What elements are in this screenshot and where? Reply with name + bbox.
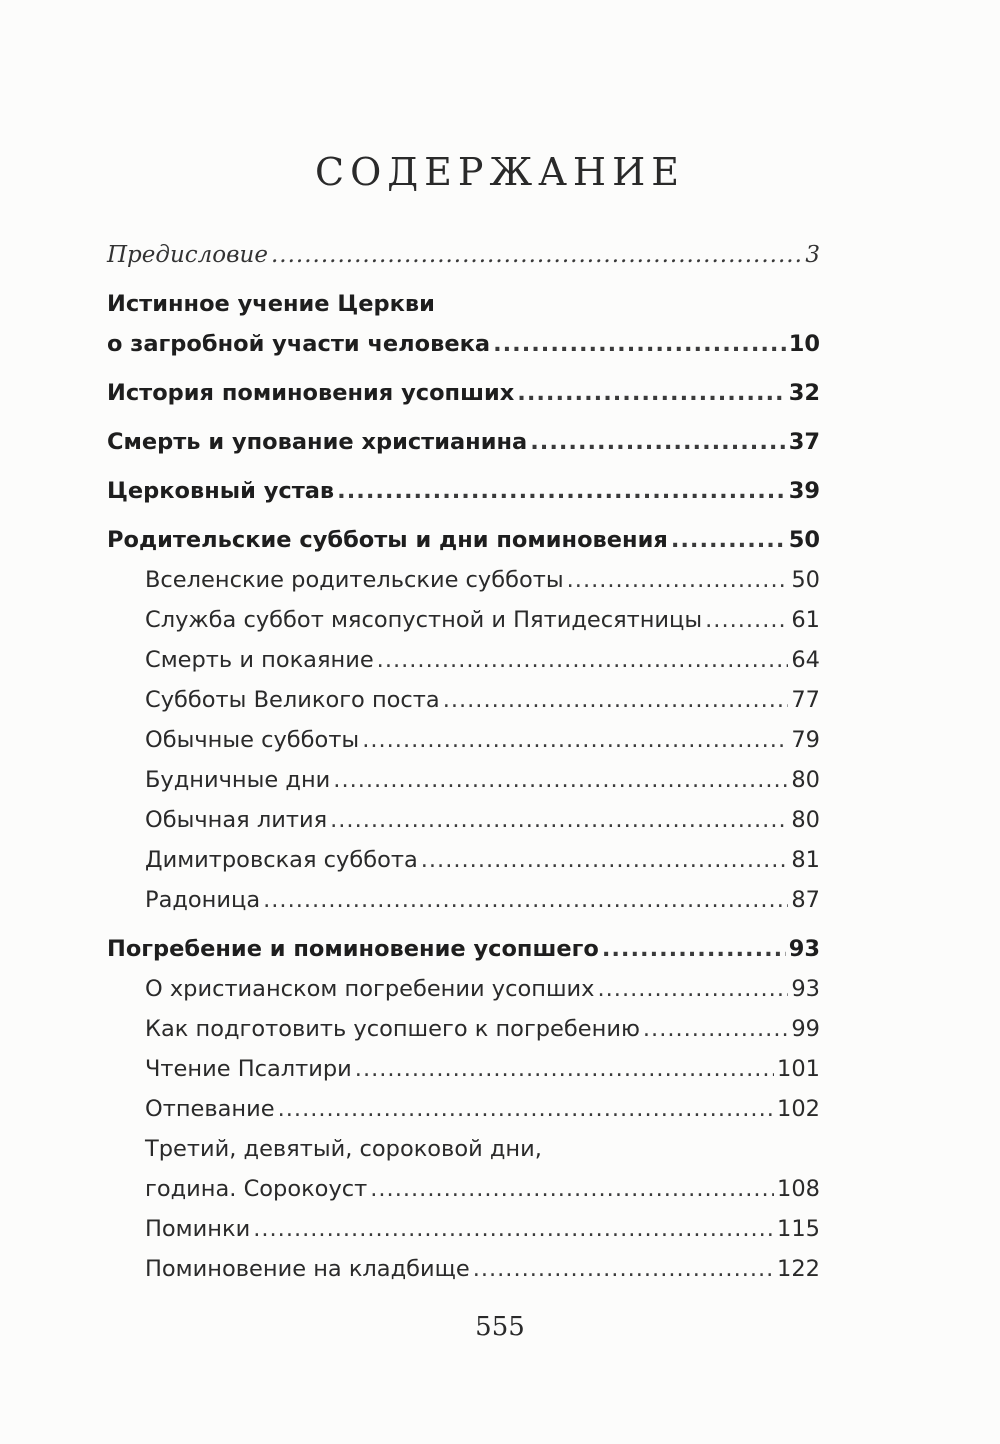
toc-entry-label: Димитровская суббота <box>145 847 418 873</box>
dot-leader <box>705 600 788 640</box>
toc-entry-third-ninth <box>107 1169 820 1209</box>
toc-entry-page: 99 <box>791 1016 820 1042</box>
toc-entry-label: Служба суббот мясопустной и Пятидесятницы <box>145 607 703 633</box>
toc-entry-page: 3 <box>805 242 820 268</box>
dot-leader <box>278 1089 774 1129</box>
toc-entry-page: 102 <box>777 1096 820 1122</box>
toc-entry-prepare <box>107 1009 820 1049</box>
dot-leader <box>671 520 786 560</box>
toc-entry-page: 50 <box>788 527 820 553</box>
toc-entry-christian-burial <box>107 969 820 1009</box>
toc-entry-page: 61 <box>791 607 820 633</box>
toc-entry-page: 79 <box>791 727 820 753</box>
toc-entry-page: 115 <box>777 1216 820 1242</box>
dot-leader <box>602 929 786 969</box>
toc-entry-label: Погребение и поминовение усопшего <box>107 936 599 962</box>
toc-entry-label: Родительские субботы и дни поминовения <box>107 527 668 553</box>
toc-entry-label: Смерть и упование христианина <box>107 429 528 455</box>
toc-entry-label: История поминовения усопших <box>107 380 515 406</box>
table-of-contents <box>107 235 820 1289</box>
toc-entry-page: 108 <box>777 1176 820 1202</box>
toc-entry-service-saturdays <box>107 600 820 640</box>
toc-entry-label: Вселенские родительские субботы <box>145 567 564 593</box>
toc-entry-label: година. Сорокоуст <box>145 1176 368 1202</box>
toc-entry-ordinary-saturdays <box>107 720 820 760</box>
dot-leader <box>370 1169 774 1209</box>
toc-entry-page: 80 <box>791 767 820 793</box>
toc-entry-page: 77 <box>791 687 820 713</box>
dot-leader <box>530 422 785 462</box>
toc-entry-label: Радоница <box>145 887 261 913</box>
toc-entry-history <box>107 373 820 413</box>
toc-entry-page: 50 <box>791 567 820 593</box>
toc-entry-label: Смерть и покаяние <box>145 647 374 673</box>
toc-entry-label: Поминовение на кладбище <box>145 1256 470 1282</box>
toc-entry-page: 32 <box>788 380 820 406</box>
dot-leader <box>263 880 788 920</box>
dot-leader <box>517 373 785 413</box>
toc-entry-radonitsa <box>107 880 820 920</box>
dot-leader <box>643 1009 788 1049</box>
toc-entry-page: 93 <box>788 936 820 962</box>
toc-entry-page: 93 <box>791 976 820 1002</box>
toc-entry-page: 122 <box>777 1256 820 1282</box>
toc-entry-burial <box>107 929 820 969</box>
page-title: СОДЕРЖАНИЕ <box>315 150 685 194</box>
dot-leader <box>493 324 786 364</box>
toc-entry-page: 80 <box>791 807 820 833</box>
toc-entry-lent-saturdays <box>107 680 820 720</box>
dot-leader <box>337 471 786 511</box>
toc-entry-ecumenical <box>107 560 820 600</box>
toc-entry-label: Как подготовить усопшего к погребению <box>145 1016 640 1042</box>
toc-entry-preface <box>107 235 820 275</box>
toc-entry-true-teaching-line1: Истинное учение Церкви <box>107 291 435 317</box>
toc-entry-page: 39 <box>788 478 820 504</box>
dot-leader <box>597 969 788 1009</box>
toc-entry-death-hope <box>107 422 820 462</box>
toc-entry-typikon <box>107 471 820 511</box>
toc-entry-label: Предисловие <box>107 242 268 268</box>
toc-entry-label: Субботы Великого поста <box>145 687 440 713</box>
dot-leader <box>355 1049 774 1089</box>
toc-entry-page: 64 <box>791 647 820 673</box>
dot-leader <box>362 720 788 760</box>
toc-entry-parental-saturdays <box>107 520 820 560</box>
toc-entry-weekdays <box>107 760 820 800</box>
toc-entry-label: Обычная лития <box>145 807 328 833</box>
toc-entry-page: 87 <box>791 887 820 913</box>
toc-entry-psalter <box>107 1049 820 1089</box>
dot-leader <box>330 800 788 840</box>
toc-entry-death-repentance <box>107 640 820 680</box>
toc-entry-page: 10 <box>788 331 820 357</box>
toc-entry-label: Чтение Псалтири <box>145 1056 352 1082</box>
dot-leader <box>473 1249 774 1289</box>
toc-entry-ordinary-litia <box>107 800 820 840</box>
toc-entry-third-ninth-line1: Третий, девятый, сороковой дни, <box>145 1136 542 1162</box>
toc-entry-label: О христианском погребении усопших <box>145 976 595 1002</box>
dot-leader <box>253 1209 774 1249</box>
toc-entry-label: Поминки <box>145 1216 251 1242</box>
toc-entry-page: 101 <box>777 1056 820 1082</box>
toc-entry-label: Обычные субботы <box>145 727 360 753</box>
dot-leader <box>567 560 789 600</box>
dot-leader <box>271 235 802 275</box>
toc-entry-label: Будничные дни <box>145 767 331 793</box>
toc-entry-funeral <box>107 1089 820 1129</box>
dot-leader <box>443 680 789 720</box>
dot-leader <box>377 640 789 680</box>
toc-entry-page: 37 <box>788 429 820 455</box>
dot-leader <box>333 760 788 800</box>
toc-entry-cemetery <box>107 1249 820 1289</box>
toc-entry-wake <box>107 1209 820 1249</box>
toc-entry-label: о загробной участи человека <box>107 331 491 357</box>
toc-entry-dimitrov <box>107 840 820 880</box>
toc-entry-true-teaching <box>107 324 820 364</box>
dot-leader <box>421 840 789 880</box>
toc-entry-label: Отпевание <box>145 1096 275 1122</box>
toc-entry-page: 81 <box>791 847 820 873</box>
toc-entry-label: Церковный устав <box>107 478 335 504</box>
page-number: 555 <box>475 1312 525 1342</box>
